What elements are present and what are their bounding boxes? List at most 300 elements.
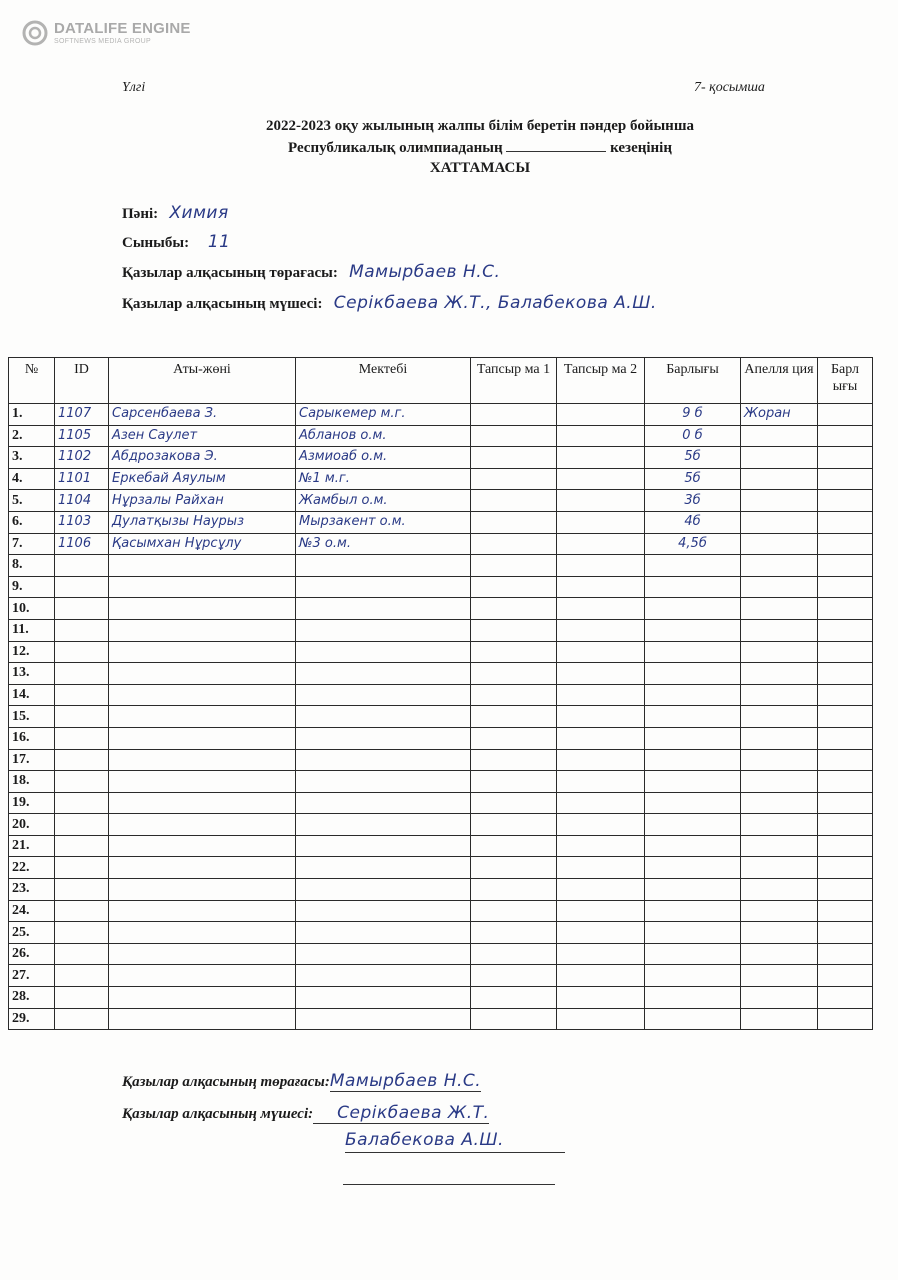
task1-score <box>471 706 557 728</box>
total-score <box>645 943 741 965</box>
row-number: 8. <box>9 555 55 577</box>
participant-school <box>296 879 471 901</box>
participant-name: Қасымхан Нұрсұлу <box>109 533 296 555</box>
final-total <box>818 922 873 944</box>
appeal-note <box>741 749 818 771</box>
participant-school <box>296 922 471 944</box>
total-score <box>645 987 741 1009</box>
task1-score <box>471 555 557 577</box>
member-value: Серікбаева Ж.Т., Балабекова А.Ш. <box>333 293 657 313</box>
final-total <box>818 814 873 836</box>
task2-score <box>557 490 645 512</box>
row-number: 10. <box>9 598 55 620</box>
participant-name: Азен Саулет <box>109 425 296 447</box>
final-total <box>818 727 873 749</box>
appeal-note <box>741 706 818 728</box>
total-score: 0 б <box>645 425 741 447</box>
col-header-number: № <box>9 358 55 404</box>
participant-name <box>109 900 296 922</box>
task1-score <box>471 663 557 685</box>
total-score <box>645 749 741 771</box>
participant-school <box>296 598 471 620</box>
signature-member <box>122 1103 489 1124</box>
row-number: 27. <box>9 965 55 987</box>
table-row <box>9 814 873 836</box>
row-number: 19. <box>9 792 55 814</box>
task1-score <box>471 641 557 663</box>
task2-score <box>557 792 645 814</box>
participant-id <box>55 706 109 728</box>
row-number: 11. <box>9 619 55 641</box>
task2-score <box>557 857 645 879</box>
participant-name <box>109 771 296 793</box>
task1-score <box>471 879 557 901</box>
participant-id <box>55 943 109 965</box>
appendix-label: 7- қосымша <box>694 80 765 95</box>
total-score <box>645 879 741 901</box>
task1-score <box>471 490 557 512</box>
task1-score <box>471 598 557 620</box>
task2-score <box>557 619 645 641</box>
col-header-final-total: Барл ығы <box>818 358 873 404</box>
participant-id <box>55 900 109 922</box>
table-row <box>9 771 873 793</box>
task2-score <box>557 663 645 685</box>
table-row <box>9 879 873 901</box>
table-row <box>9 511 873 533</box>
appeal-note <box>741 468 818 490</box>
appeal-note <box>741 684 818 706</box>
table-row <box>9 490 873 512</box>
participant-name: Сарсенбаева З. <box>109 404 296 426</box>
row-number: 22. <box>9 857 55 879</box>
row-number: 14. <box>9 684 55 706</box>
appeal-note <box>741 792 818 814</box>
grade-value: 11 <box>207 232 231 252</box>
total-score: 5б <box>645 468 741 490</box>
row-number: 5. <box>9 490 55 512</box>
final-total <box>818 641 873 663</box>
task2-score <box>557 425 645 447</box>
final-total <box>818 749 873 771</box>
total-score: 9 б <box>645 404 741 426</box>
row-number: 28. <box>9 987 55 1009</box>
task1-score <box>471 965 557 987</box>
col-header-task2: Тапсыр ма 2 <box>557 358 645 404</box>
task2-score <box>557 835 645 857</box>
appeal-note <box>741 447 818 469</box>
row-number: 23. <box>9 879 55 901</box>
appeal-note <box>741 965 818 987</box>
task1-score <box>471 576 557 598</box>
stage-blank <box>506 139 606 152</box>
participant-name: Абдрозакова Э. <box>109 447 296 469</box>
signature-member2-value: Балабекова А.Ш. <box>345 1130 565 1153</box>
participant-name <box>109 727 296 749</box>
appeal-note <box>741 771 818 793</box>
total-score <box>645 555 741 577</box>
row-number: 24. <box>9 900 55 922</box>
participant-id <box>55 987 109 1009</box>
appeal-note <box>741 663 818 685</box>
appeal-note <box>741 598 818 620</box>
final-total <box>818 663 873 685</box>
appeal-note <box>741 490 818 512</box>
table-header-row <box>9 358 873 404</box>
signature-chair-label: Қазылар алқасының төрағасы: <box>122 1074 330 1090</box>
row-number: 6. <box>9 511 55 533</box>
total-score <box>645 1008 741 1030</box>
table-body <box>9 404 873 1030</box>
col-header-id: ID <box>55 358 109 404</box>
participant-name <box>109 792 296 814</box>
participant-school <box>296 814 471 836</box>
task2-score <box>557 706 645 728</box>
grade-field <box>122 232 231 252</box>
participant-name <box>109 576 296 598</box>
table-row <box>9 857 873 879</box>
total-score <box>645 576 741 598</box>
participant-name <box>109 598 296 620</box>
signature-chair-value: Мамырбаев Н.С. <box>329 1071 482 1091</box>
final-total <box>818 900 873 922</box>
participant-school: №1 м.г. <box>296 468 471 490</box>
task1-score <box>471 792 557 814</box>
task2-score <box>557 900 645 922</box>
final-total <box>818 619 873 641</box>
task2-score <box>557 987 645 1009</box>
participant-id <box>55 598 109 620</box>
participant-school <box>296 684 471 706</box>
participant-id <box>55 857 109 879</box>
participant-name <box>109 987 296 1009</box>
total-score <box>645 619 741 641</box>
final-total <box>818 1008 873 1030</box>
appeal-note <box>741 641 818 663</box>
participant-name <box>109 663 296 685</box>
total-score <box>645 857 741 879</box>
table-row <box>9 533 873 555</box>
table-row <box>9 1008 873 1030</box>
appeal-note <box>741 533 818 555</box>
participant-name <box>109 619 296 641</box>
table-row <box>9 641 873 663</box>
participant-id <box>55 879 109 901</box>
appeal-note <box>741 1008 818 1030</box>
task2-score <box>557 641 645 663</box>
task2-score <box>557 1008 645 1030</box>
appeal-note <box>741 943 818 965</box>
task2-score <box>557 965 645 987</box>
participant-school <box>296 987 471 1009</box>
participant-school <box>296 857 471 879</box>
row-number: 2. <box>9 425 55 447</box>
participant-school: Жамбыл о.м. <box>296 490 471 512</box>
chair-value: Мамырбаев Н.С. <box>349 262 501 282</box>
total-score <box>645 965 741 987</box>
task1-score <box>471 511 557 533</box>
sample-label: Үлгі <box>122 80 146 95</box>
total-score <box>645 814 741 836</box>
participant-id <box>55 814 109 836</box>
task2-score <box>557 943 645 965</box>
participant-school <box>296 943 471 965</box>
participant-school: Азмиоаб о.м. <box>296 447 471 469</box>
total-score <box>645 835 741 857</box>
table-row <box>9 555 873 577</box>
participant-school <box>296 706 471 728</box>
task1-score <box>471 684 557 706</box>
task2-score <box>557 727 645 749</box>
row-number: 17. <box>9 749 55 771</box>
task2-score <box>557 468 645 490</box>
participant-name <box>109 814 296 836</box>
appeal-note <box>741 879 818 901</box>
row-number: 7. <box>9 533 55 555</box>
participant-school <box>296 900 471 922</box>
signature-member1-value: Серікбаева Ж.Т. <box>313 1103 489 1124</box>
col-header-school: Мектебі <box>296 358 471 404</box>
participant-name <box>109 922 296 944</box>
table-row <box>9 619 873 641</box>
task2-score <box>557 533 645 555</box>
col-header-task1: Тапсыр ма 1 <box>471 358 557 404</box>
participant-id: 1106 <box>55 533 109 555</box>
signature-chair <box>122 1071 481 1092</box>
task2-score <box>557 576 645 598</box>
task2-score <box>557 749 645 771</box>
table-row <box>9 835 873 857</box>
participant-id <box>55 771 109 793</box>
total-score <box>645 727 741 749</box>
task2-score <box>557 879 645 901</box>
total-score: 5б <box>645 447 741 469</box>
appeal-note <box>741 576 818 598</box>
participant-school: Абланов о.м. <box>296 425 471 447</box>
title-line-2-end: кезеңінің <box>610 140 672 156</box>
participant-name <box>109 965 296 987</box>
total-score: 3б <box>645 490 741 512</box>
participant-name: Еркебай Аяулым <box>109 468 296 490</box>
row-number: 21. <box>9 835 55 857</box>
table-row <box>9 598 873 620</box>
watermark-title: DATALIFE ENGINE <box>54 20 191 37</box>
total-score <box>645 922 741 944</box>
participant-name <box>109 943 296 965</box>
participant-name: Дулатқызы Наурыз <box>109 511 296 533</box>
participant-name <box>109 835 296 857</box>
participant-name <box>109 684 296 706</box>
row-number: 13. <box>9 663 55 685</box>
final-total <box>818 684 873 706</box>
task1-score <box>471 943 557 965</box>
task2-score <box>557 771 645 793</box>
final-total <box>818 447 873 469</box>
row-number: 25. <box>9 922 55 944</box>
results-table <box>8 357 873 1030</box>
total-score <box>645 706 741 728</box>
final-total <box>818 533 873 555</box>
table-row <box>9 987 873 1009</box>
table-row <box>9 749 873 771</box>
participant-id <box>55 663 109 685</box>
task1-score <box>471 922 557 944</box>
participant-school <box>296 576 471 598</box>
task1-score <box>471 619 557 641</box>
appeal-note <box>741 900 818 922</box>
dle-logo-icon <box>22 20 48 46</box>
participant-school <box>296 835 471 857</box>
participant-name <box>109 857 296 879</box>
final-total <box>818 987 873 1009</box>
participant-school <box>296 555 471 577</box>
participant-id <box>55 576 109 598</box>
participant-id <box>55 684 109 706</box>
table-row <box>9 425 873 447</box>
participant-name <box>109 749 296 771</box>
participant-id <box>55 749 109 771</box>
final-total <box>818 879 873 901</box>
task1-score <box>471 447 557 469</box>
appeal-note <box>741 835 818 857</box>
row-number: 1. <box>9 404 55 426</box>
task1-score <box>471 987 557 1009</box>
final-total <box>818 404 873 426</box>
final-total <box>818 965 873 987</box>
appeal-note <box>741 619 818 641</box>
participant-id: 1107 <box>55 404 109 426</box>
participant-school: Мырзакент о.м. <box>296 511 471 533</box>
table-row <box>9 943 873 965</box>
participant-id <box>55 1008 109 1030</box>
row-number: 9. <box>9 576 55 598</box>
row-number: 29. <box>9 1008 55 1030</box>
col-header-appeal: Апелля ция <box>741 358 818 404</box>
total-score <box>645 598 741 620</box>
participant-school <box>296 749 471 771</box>
task2-score <box>557 598 645 620</box>
participant-id <box>55 727 109 749</box>
row-number: 4. <box>9 468 55 490</box>
participant-id: 1104 <box>55 490 109 512</box>
final-total <box>818 511 873 533</box>
table-row <box>9 922 873 944</box>
appeal-note <box>741 727 818 749</box>
participant-id <box>55 641 109 663</box>
appeal-note <box>741 555 818 577</box>
total-score <box>645 684 741 706</box>
subject-field <box>122 203 229 223</box>
task2-score <box>557 814 645 836</box>
table-row <box>9 404 873 426</box>
task2-score <box>557 404 645 426</box>
task2-score <box>557 684 645 706</box>
participant-name <box>109 641 296 663</box>
subject-label: Пәні: <box>122 206 159 222</box>
task1-score <box>471 1008 557 1030</box>
total-score <box>645 771 741 793</box>
row-number: 15. <box>9 706 55 728</box>
final-total <box>818 490 873 512</box>
participant-id: 1101 <box>55 468 109 490</box>
table-row <box>9 706 873 728</box>
participant-id: 1103 <box>55 511 109 533</box>
table-row <box>9 468 873 490</box>
participant-id: 1102 <box>55 447 109 469</box>
table-row <box>9 576 873 598</box>
row-number: 12. <box>9 641 55 663</box>
table-row <box>9 447 873 469</box>
table-row <box>9 792 873 814</box>
table-row <box>9 684 873 706</box>
chair-label: Қазылар алқасының төрағасы: <box>122 265 338 281</box>
row-number: 20. <box>9 814 55 836</box>
participant-name <box>109 706 296 728</box>
appeal-note <box>741 987 818 1009</box>
participant-id <box>55 835 109 857</box>
participant-id <box>55 922 109 944</box>
total-score <box>645 641 741 663</box>
col-header-name: Аты-жөні <box>109 358 296 404</box>
task1-score <box>471 900 557 922</box>
task2-score <box>557 922 645 944</box>
participant-school <box>296 727 471 749</box>
participant-school <box>296 965 471 987</box>
subject-value: Химия <box>169 203 229 223</box>
signature-blank-line <box>343 1184 555 1185</box>
appeal-note <box>741 922 818 944</box>
appeal-note: Жоран <box>741 404 818 426</box>
table-row <box>9 663 873 685</box>
participant-id <box>55 555 109 577</box>
participant-name: Нұрзалы Райхан <box>109 490 296 512</box>
task1-score <box>471 404 557 426</box>
final-total <box>818 468 873 490</box>
task2-score <box>557 555 645 577</box>
participant-school <box>296 641 471 663</box>
table-row <box>9 727 873 749</box>
final-total <box>818 555 873 577</box>
task1-score <box>471 835 557 857</box>
row-number: 26. <box>9 943 55 965</box>
participant-school <box>296 771 471 793</box>
participant-school: Сарыкемер м.г. <box>296 404 471 426</box>
task1-score <box>471 533 557 555</box>
task2-score <box>557 511 645 533</box>
participant-school <box>296 663 471 685</box>
chair-field <box>122 262 500 282</box>
title-line-2 <box>0 139 898 157</box>
participant-id <box>55 619 109 641</box>
appeal-note <box>741 814 818 836</box>
table-row <box>9 900 873 922</box>
task1-score <box>471 727 557 749</box>
participant-name <box>109 879 296 901</box>
task1-score <box>471 425 557 447</box>
appeal-note <box>741 857 818 879</box>
participant-id <box>55 965 109 987</box>
task1-score <box>471 771 557 793</box>
watermark <box>22 20 191 46</box>
col-header-total: Барлығы <box>645 358 741 404</box>
participant-id: 1105 <box>55 425 109 447</box>
title-line-2-start: Республикалық олимпиаданың <box>288 140 503 156</box>
participant-school <box>296 619 471 641</box>
participant-school: №3 о.м. <box>296 533 471 555</box>
final-total <box>818 706 873 728</box>
total-score <box>645 900 741 922</box>
total-score: 4,5б <box>645 533 741 555</box>
